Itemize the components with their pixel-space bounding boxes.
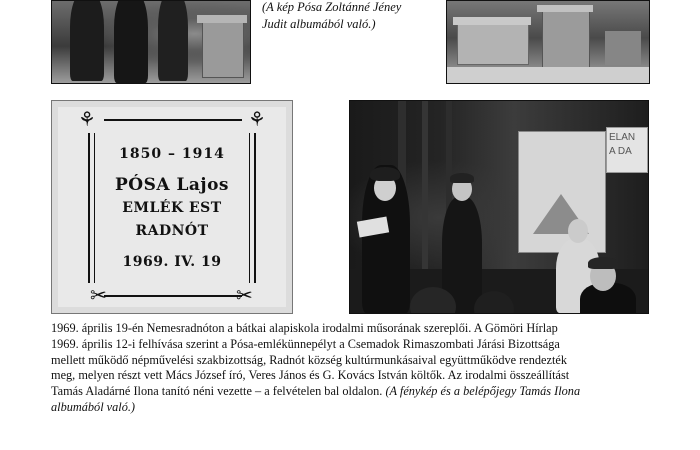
top-photo-caption xyxy=(262,0,438,33)
stage-performance-photo xyxy=(349,100,649,314)
ticket-date: 1969. IV. 19 xyxy=(122,254,222,270)
ticket-ornament-top-right-icon: ⚘ xyxy=(248,107,266,131)
top-left-photo xyxy=(51,0,251,84)
ticket-name: PÓSA Lajos xyxy=(114,175,229,195)
stage-poster xyxy=(518,131,606,253)
ticket-place: RADNÓT xyxy=(135,223,209,239)
stage-sign-line-1: ELAN xyxy=(609,132,636,143)
ticket-ornament-bottom-right-icon: ✂ xyxy=(236,283,253,307)
ticket-bottom-rule xyxy=(104,295,242,297)
ticket-ornament-top-left-icon: ⚘ xyxy=(78,107,96,131)
main-caption-line-5-text: Tamás Aladárné Ilona tanító néni vezette – a felvételen bal oldalon. xyxy=(51,384,383,399)
ticket-top-rule xyxy=(104,119,242,121)
top-caption-line-1: (A kép Pósa Zoltánné Jéney xyxy=(262,0,402,14)
stage-sign xyxy=(606,127,648,173)
ticket-years: 1850 – 1914 xyxy=(119,146,225,162)
top-right-photo xyxy=(446,0,650,84)
main-caption-line-2: 1969. április 12-i felhívása szerint a Pósa-emlékünnepélyt a Csemadok Rimaszombati Járási Bizottsága xyxy=(51,336,560,351)
main-caption-line-4: meg, melyen részt vett Mács József író, Veres János és G. Kovács István költők. Az irodalmi összeállítást xyxy=(51,368,570,383)
ticket-ornament-bottom-left-icon: ✂ xyxy=(90,283,107,307)
main-caption-line-3: mellett működő népművelési szakbizottság, Radnót község kultúrmunkásaival együttműködve rendezték xyxy=(51,352,568,367)
main-caption-line-1: 1969. április 19-én Nemesradnóton a bátkai alapiskola irodalmi műsorának szereplői. A Gömöri Hírlap xyxy=(51,321,558,335)
main-caption-line-5 xyxy=(51,384,649,400)
photo-credit: (A fénykép és a belépőjegy Tamás Ilona xyxy=(385,384,581,399)
stage-sign-line-2: A DA xyxy=(609,146,632,157)
photo-credit-line-2: albumából való.) xyxy=(51,399,136,414)
admission-ticket xyxy=(51,100,293,314)
ticket-event: EMLÉK EST xyxy=(122,200,222,216)
main-caption xyxy=(51,321,649,416)
top-caption-line-2: Judit albumából való.) xyxy=(262,17,376,31)
